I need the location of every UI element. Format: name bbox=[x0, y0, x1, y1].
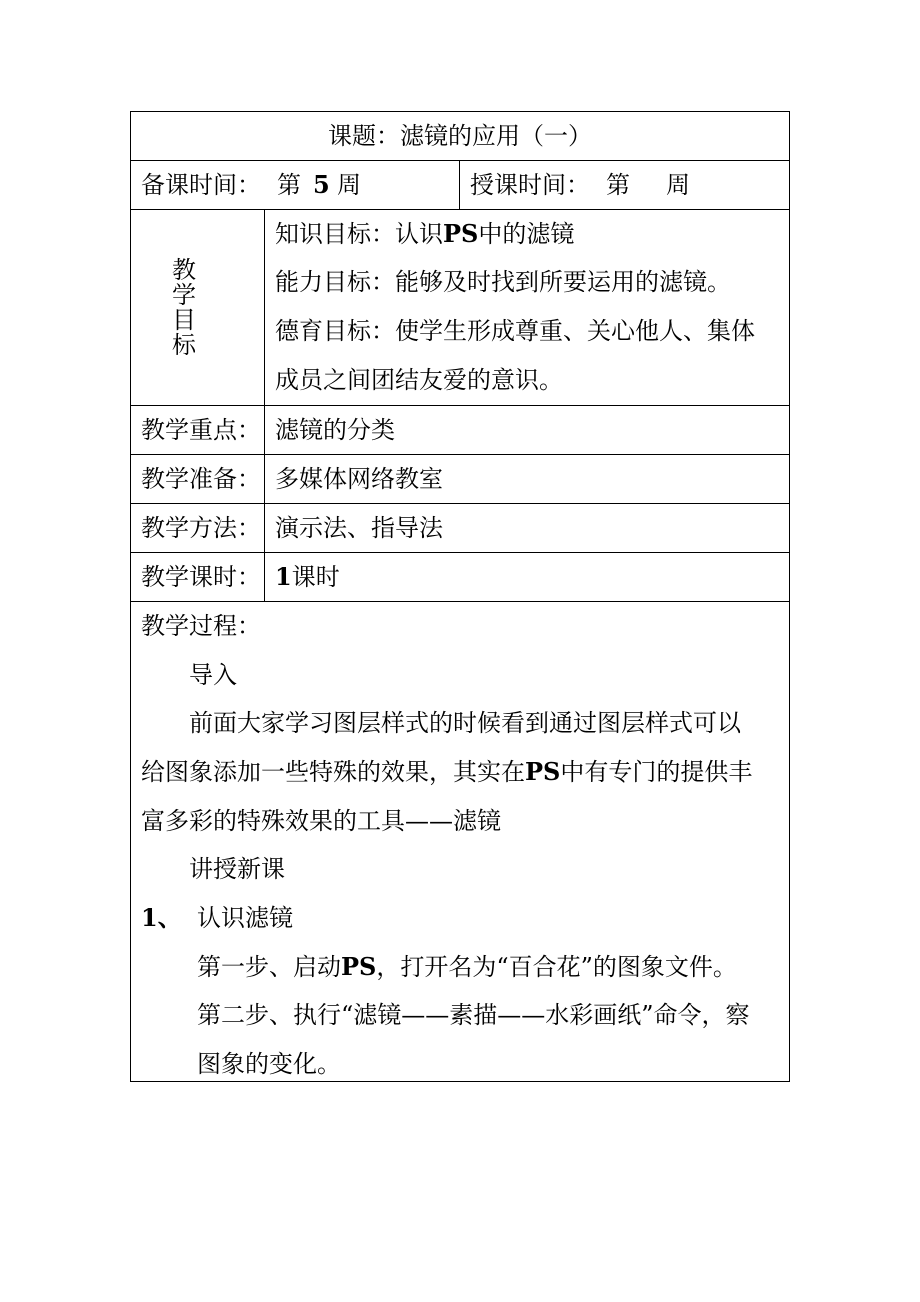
hours-value-cell bbox=[265, 553, 789, 601]
objectives-label-char-4: 标 bbox=[172, 331, 196, 359]
hours-number: 1 bbox=[275, 562, 292, 591]
section-number: 1、 bbox=[141, 903, 182, 932]
prep-time-cell bbox=[131, 161, 460, 209]
process-label: 教学过程： bbox=[141, 612, 261, 640]
teach-time-suffix: 周 bbox=[666, 171, 690, 199]
preparation-value-cell bbox=[265, 455, 789, 503]
objectives-label-char-1: 教 bbox=[172, 256, 196, 284]
objectives-label-char-3: 目 bbox=[172, 306, 196, 334]
key-point-label-cell bbox=[131, 406, 265, 454]
title-row bbox=[131, 112, 789, 161]
new-lesson-heading: 讲授新课 bbox=[189, 855, 285, 883]
process-row bbox=[131, 602, 789, 1081]
moral-objective-line-1: 德育目标：使学生形成尊重、关心他人、集体 bbox=[275, 317, 755, 345]
step-2-line-1: 第二步、执行“滤镜——素描——水彩画纸”命令，察 bbox=[197, 1001, 750, 1029]
teach-time-cell bbox=[460, 161, 789, 209]
prep-time-prefix: 第 bbox=[277, 171, 301, 199]
ability-objective: 能力目标：能够及时找到所要运用的滤镜。 bbox=[275, 268, 731, 296]
time-row bbox=[131, 161, 789, 210]
preparation-label: 教学准备： bbox=[141, 465, 261, 493]
section-title: 认识滤镜 bbox=[197, 904, 293, 932]
lesson-plan-table bbox=[130, 111, 790, 1082]
teach-time-label: 授课时间： bbox=[470, 171, 590, 199]
hours-value bbox=[275, 562, 340, 591]
prep-time-suffix: 周 bbox=[337, 171, 361, 199]
knowledge-prefix: 知识目标：认识 bbox=[275, 220, 443, 248]
key-point-label: 教学重点： bbox=[141, 416, 261, 444]
knowledge-ps: PS bbox=[443, 219, 479, 248]
teach-time-prefix: 第 bbox=[606, 171, 630, 199]
knowledge-objective bbox=[275, 219, 575, 248]
prep-time-label: 备课时间： bbox=[141, 171, 261, 199]
key-point-row bbox=[131, 406, 789, 455]
moral-objective-line-2: 成员之间团结友爱的意识。 bbox=[275, 366, 563, 394]
method-value: 演示法、指导法 bbox=[275, 514, 443, 542]
preparation-label-cell bbox=[131, 455, 265, 503]
method-row bbox=[131, 504, 789, 553]
preparation-row bbox=[131, 455, 789, 504]
intro-line-2-a: 给图象添加一些特殊的效果，其实在 bbox=[141, 758, 525, 786]
key-point-value-cell bbox=[265, 406, 789, 454]
intro-line-3: 富多彩的特殊效果的工具——滤镜 bbox=[141, 807, 501, 835]
prep-time-week: 5 bbox=[313, 170, 330, 199]
intro-line-2-ps: PS bbox=[525, 757, 561, 786]
step-1-b: ，打开名为“百合花”的图象文件。 bbox=[376, 953, 737, 981]
intro-line-1: 前面大家学习图层样式的时候看到通过图层样式可以 bbox=[189, 709, 741, 737]
key-point-value: 滤镜的分类 bbox=[275, 416, 395, 444]
knowledge-suffix: 中的滤镜 bbox=[478, 220, 575, 248]
hours-label: 教学课时： bbox=[141, 563, 261, 591]
step-2-line-2: 图象的变化。 bbox=[197, 1050, 341, 1078]
objectives-label-cell bbox=[131, 210, 265, 405]
method-value-cell bbox=[265, 504, 789, 552]
intro-heading: 导入 bbox=[189, 661, 237, 689]
hours-unit: 课时 bbox=[291, 563, 340, 591]
objectives-content-cell bbox=[265, 210, 789, 405]
method-label-cell bbox=[131, 504, 265, 552]
hours-label-cell bbox=[131, 553, 265, 601]
step-1 bbox=[197, 952, 737, 981]
objectives-row bbox=[131, 210, 789, 406]
method-label: 教学方法： bbox=[141, 514, 261, 542]
step-1-ps: PS bbox=[341, 952, 377, 981]
intro-line-2 bbox=[141, 757, 753, 786]
preparation-value: 多媒体网络教室 bbox=[275, 465, 443, 493]
objectives-label-char-2: 学 bbox=[172, 281, 196, 309]
step-1-a: 第一步、启动 bbox=[197, 953, 341, 981]
lesson-title: 课题：滤镜的应用（一） bbox=[328, 122, 592, 150]
intro-line-2-b: 中有专门的提供丰 bbox=[560, 758, 753, 786]
hours-row bbox=[131, 553, 789, 602]
